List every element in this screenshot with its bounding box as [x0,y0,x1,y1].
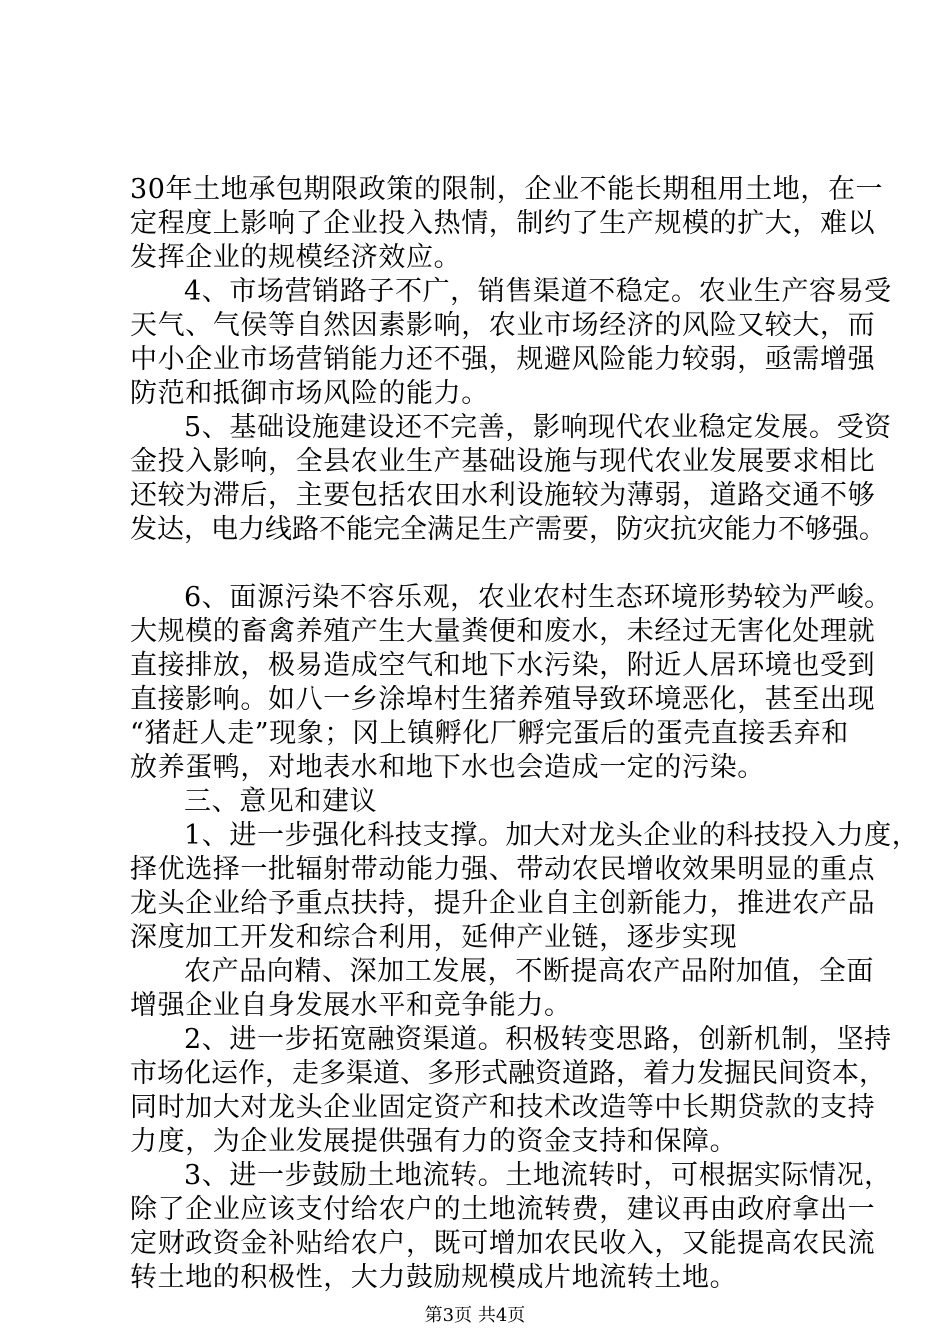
text-line: 直接影响。如八一乡涂埠村生猪养殖导致环境恶化，甚至出现 [130,684,876,715]
text-line: 放养蛋鸭，对地表水和地下水也会造成一定的污染。 [130,752,765,783]
section-heading: 三、意见和建议 [184,786,378,817]
text-line: 金投入影响，全县农业生产基础设施与现代农业发展要求相比 [130,446,876,477]
text-line: 定财政资金补贴给农户，既可增加农民收入，又能提高农民流 [130,1228,876,1259]
text-line: 防范和抵御市场风险的能力。 [130,378,489,409]
text-line: 同时加大对龙头企业固定资产和技术改造等中长期贷款的支持 [130,1092,876,1123]
page-footer: 第3页 共4页 [424,1305,526,1326]
text-line: 2、进一步拓宽融资渠道。积极转变思路，创新机制，坚持 [184,1024,892,1055]
text-line: 6、面源污染不容乐观，农业农村生态环境形势较为严峻。 [184,582,892,613]
text-line: 大规模的畜禽养殖产生大量粪便和废水，未经过无害化处理就 [130,616,876,647]
text-line: 30年土地承包期限政策的限制，企业不能长期租用土地，在一 [130,174,884,205]
text-line: 3、进一步鼓励土地流转。土地流转时，可根据实际情况， [184,1160,892,1191]
text-line: 增强企业自身发展水平和竞争能力。 [130,990,572,1021]
text-line: 5、基础设施建设还不完善，影响现代农业稳定发展。受资 [184,412,892,443]
text-line: 发挥企业的规模经济效应。 [130,242,462,273]
text-line: 农产品向精、深加工发展，不断提高农产品附加值，全面 [184,956,874,987]
text-line: 1、进一步强化科技支撑。加大对龙头企业的科技投入力度， [184,820,920,851]
text-line: 力度，为企业发展提供强有力的资金支持和保障。 [130,1126,738,1157]
text-line: 市场化运作，走多渠道、多形式融资道路，着力发掘民间资本， [130,1058,886,1089]
text-line: 直接排放，极易造成空气和地下水污染，附近人居环境也受到 [130,650,876,681]
text-line: 转土地的积极性，大力鼓励规模成片地流转土地。 [130,1262,738,1293]
text-line: 还较为滞后，主要包括农田水利设施较为薄弱，道路交通不够 [130,480,876,511]
text-line: “猪赶人走”现象；冈上镇孵化厂孵完蛋后的蛋壳直接丢弃和 [130,718,849,749]
text-line: 4、市场营销路子不广，销售渠道不稳定。农业生产容易受 [184,276,892,307]
text-line: 深度加工开发和综合利用，延伸产业链，逐步实现 [130,922,738,953]
text-line: 定程度上影响了企业投入热情，制约了生产规模的扩大，难以 [130,208,876,239]
text-line: 发达，电力线路不能完全满足生产需要，防灾抗灾能力不够强。 [130,514,886,545]
text-line: 择优选择一批辐射带动能力强、带动农民增收效果明显的重点 [130,854,876,885]
text-line: 天气、气侯等自然因素影响，农业市场经济的风险又较大，而 [130,310,876,341]
text-line: 龙头企业给予重点扶持，提升企业自主创新能力，推进农产品 [130,888,876,919]
text-line: 中小企业市场营销能力还不强，规避风险能力较弱，亟需增强 [130,344,876,375]
text-line: 除了企业应该支付给农户的土地流转费，建议再由政府拿出一 [130,1194,876,1225]
